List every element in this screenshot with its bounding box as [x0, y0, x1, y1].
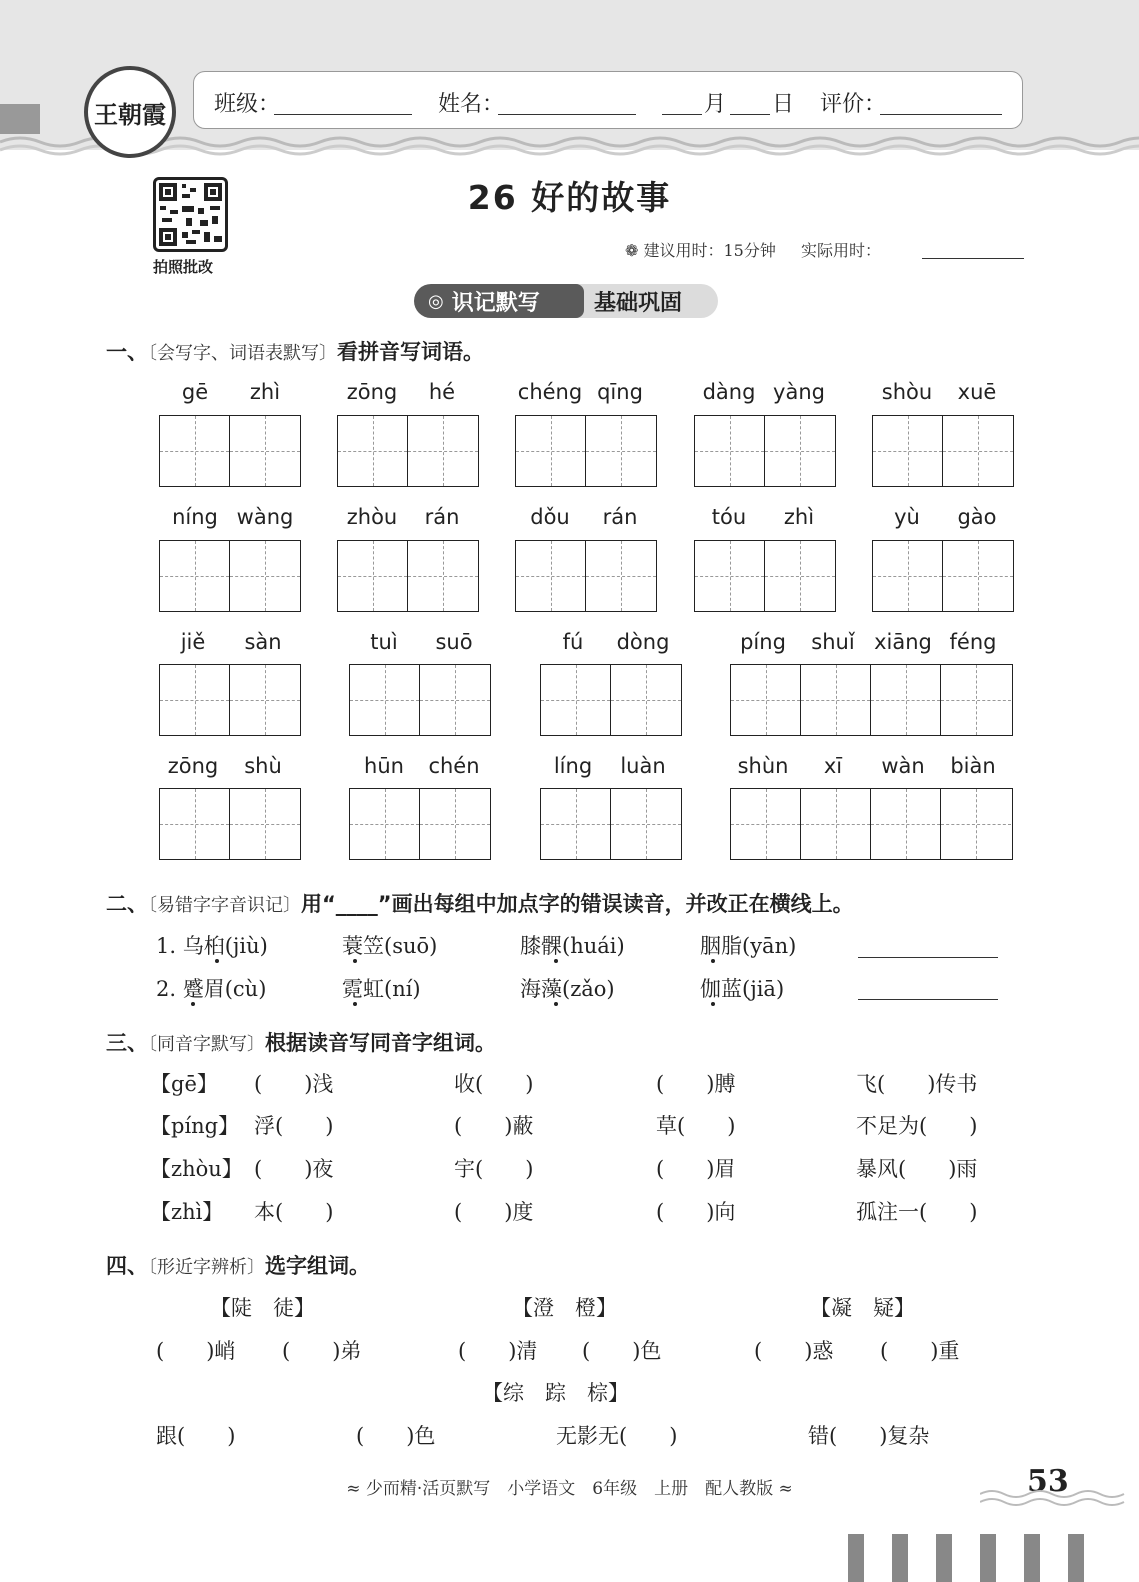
- char-group: 【凝 疑】: [810, 1296, 915, 1320]
- section2-title: [106, 888, 854, 918]
- writing-grid[interactable]: [159, 788, 301, 860]
- pinyin: xiāng: [874, 630, 932, 654]
- s3-blank[interactable]: ( )夜: [254, 1157, 334, 1181]
- writing-grid[interactable]: [694, 540, 836, 612]
- emphasis-dot: [353, 1002, 357, 1006]
- pinyin: tóu: [711, 505, 747, 529]
- banner-left: [414, 284, 584, 318]
- page-number: 53: [1027, 1464, 1069, 1499]
- day-field[interactable]: [730, 88, 770, 115]
- pinyin: hé: [428, 380, 456, 404]
- banner-right: [576, 284, 718, 318]
- s4-blank[interactable]: ( )清: [458, 1339, 538, 1363]
- section3-title: [106, 1027, 496, 1057]
- s4-blank[interactable]: ( )色: [356, 1424, 436, 1448]
- pinyin: shòu: [881, 380, 933, 404]
- writing-grid[interactable]: [872, 540, 1014, 612]
- s2-item: 海藻(zǎo): [520, 977, 615, 1001]
- s3-blank[interactable]: 飞( )传书: [856, 1072, 978, 1096]
- name-field[interactable]: [498, 88, 636, 115]
- s4-blank[interactable]: ( )惑: [754, 1339, 834, 1363]
- pinyin: féng: [949, 630, 997, 654]
- s3-key: 【zhòu】: [150, 1157, 243, 1181]
- name-label: 姓名：: [438, 92, 505, 117]
- s4-blank[interactable]: ( )峭: [156, 1339, 236, 1363]
- s3-blank[interactable]: 暴风( )雨: [856, 1157, 978, 1181]
- edge-stripe: [848, 1534, 864, 1582]
- s2-item: 伽蓝(jiā): [700, 977, 785, 1001]
- s3-blank[interactable]: ( )膊: [656, 1072, 736, 1096]
- section1-tag: 〔会写字、词语表默写〕: [148, 343, 337, 364]
- writing-grid[interactable]: [337, 540, 479, 612]
- writing-grid[interactable]: [515, 415, 657, 487]
- s2-item: 2. 蹙眉(cù): [156, 977, 267, 1001]
- writing-grid[interactable]: [159, 415, 301, 487]
- logo-text: 王朝霞: [94, 99, 166, 129]
- pinyin: jiě: [180, 630, 206, 654]
- s3-blank[interactable]: 不足为( ): [856, 1114, 978, 1138]
- answer-line[interactable]: [858, 977, 998, 1000]
- student-info-box: [193, 71, 1023, 129]
- eval-label: 评价：: [820, 92, 887, 117]
- actual-time-label: 实际用时：: [800, 241, 881, 260]
- writing-grid[interactable]: [730, 788, 1013, 860]
- pinyin: biàn: [950, 754, 996, 778]
- pinyin: dǒu: [530, 505, 570, 529]
- pinyin: yù: [894, 505, 920, 529]
- eval-field[interactable]: [880, 88, 1002, 115]
- pinyin: zhì: [249, 380, 281, 404]
- pinyin: fú: [562, 630, 584, 654]
- writing-grid[interactable]: [349, 664, 491, 736]
- emphasis-dot: [711, 959, 715, 963]
- wave-decoration: [0, 132, 1139, 162]
- pinyin: shù: [244, 754, 282, 778]
- pinyin: dàng: [702, 380, 756, 404]
- footer-wave: [980, 1488, 1130, 1512]
- page-title: 26 好的故事: [467, 178, 672, 217]
- section3-tag: 〔同音字默写〕: [148, 1034, 265, 1055]
- s3-blank[interactable]: 草( ): [656, 1114, 736, 1138]
- writing-grid[interactable]: [159, 664, 301, 736]
- pinyin: zhòu: [346, 505, 398, 529]
- section3-num: 三、: [106, 1031, 148, 1055]
- s3-blank[interactable]: ( )度: [454, 1200, 534, 1224]
- pinyin: zōng: [346, 380, 398, 404]
- pinyin: níng: [172, 505, 218, 529]
- pinyin: yàng: [773, 380, 825, 404]
- medal-icon: ◎: [428, 290, 444, 312]
- section2-tag: 〔易错字字音识记〕: [148, 895, 301, 916]
- pinyin: líng: [553, 754, 593, 778]
- month-field[interactable]: [662, 88, 702, 115]
- pinyin: xuē: [957, 380, 997, 404]
- s3-blank[interactable]: ( )浅: [254, 1072, 334, 1096]
- clock-icon: ❁: [625, 241, 639, 260]
- banner-left-label: 识记默写: [451, 290, 540, 316]
- pinyin: chéng: [517, 380, 583, 404]
- section1-title: [106, 336, 484, 366]
- qr-label: 拍照批改: [153, 258, 214, 276]
- s2-item: 1. 乌桕(jiù): [156, 934, 268, 958]
- s3-blank[interactable]: ( )蔽: [454, 1114, 534, 1138]
- pinyin: rán: [424, 505, 460, 529]
- s3-blank[interactable]: 浮( ): [254, 1114, 334, 1138]
- pinyin: tuì: [370, 630, 398, 654]
- s4-blank[interactable]: 无影无( ): [556, 1424, 678, 1448]
- s3-blank[interactable]: ( )向: [656, 1200, 736, 1224]
- writing-grid[interactable]: [540, 664, 682, 736]
- pinyin: luàn: [620, 754, 666, 778]
- edge-stripe: [936, 1534, 952, 1582]
- writing-grid[interactable]: [872, 415, 1014, 487]
- answer-line[interactable]: [858, 935, 998, 958]
- char-group: 【综 踪 棕】: [482, 1381, 629, 1405]
- emphasis-dot: [353, 959, 357, 963]
- s4-blank[interactable]: ( )色: [582, 1339, 662, 1363]
- s4-blank[interactable]: 跟( ): [156, 1424, 236, 1448]
- emphasis-dot: [215, 959, 219, 963]
- s4-blank[interactable]: ( )弟: [282, 1339, 362, 1363]
- s2-item: 胭脂(yān): [700, 934, 797, 958]
- pinyin: qīng: [597, 380, 643, 404]
- pinyin: hūn: [364, 754, 404, 778]
- pinyin: sàn: [244, 630, 282, 654]
- pinyin: xī: [823, 754, 843, 778]
- month-label: 月: [704, 92, 727, 117]
- side-tab: [0, 104, 40, 134]
- char-group: 【陡 徒】: [210, 1296, 315, 1320]
- s2-item: 膝髁(huái): [520, 934, 625, 958]
- edge-stripe: [1024, 1534, 1040, 1582]
- s3-blank[interactable]: 收( ): [454, 1072, 534, 1096]
- s3-blank[interactable]: 孤注一( ): [856, 1200, 978, 1224]
- pinyin: dòng: [616, 630, 670, 654]
- class-field[interactable]: [274, 88, 412, 115]
- s3-blank[interactable]: 宇( ): [454, 1157, 534, 1181]
- writing-grid[interactable]: [349, 788, 491, 860]
- banner-right-label: 基础巩固: [594, 290, 683, 316]
- section4-num: 四、: [106, 1254, 148, 1278]
- s4-blank[interactable]: 错( )复杂: [808, 1424, 930, 1448]
- section3-instruction: 根据读音写同音字组词。: [265, 1031, 496, 1055]
- pinyin: shuǐ: [811, 630, 855, 654]
- s3-key: 【píng】: [150, 1114, 240, 1138]
- section2-num: 二、: [106, 892, 148, 916]
- pinyin: shùn: [737, 754, 789, 778]
- footer-text: ≈ 少而精·活页默写 小学语文 6年级 上册 配人教版 ≈: [346, 1479, 793, 1499]
- writing-grid[interactable]: [730, 664, 1013, 736]
- section4-instruction: 选字组词。: [265, 1254, 370, 1278]
- day-label: 日: [772, 92, 795, 117]
- emphasis-dot: [711, 1002, 715, 1006]
- class-label: 班级：: [214, 92, 281, 117]
- edge-stripe: [892, 1534, 908, 1582]
- pinyin: suō: [435, 630, 473, 654]
- actual-time-field[interactable]: [922, 258, 1024, 259]
- s3-key: 【gē】: [150, 1072, 218, 1096]
- pinyin: gào: [957, 505, 997, 529]
- publisher-logo: [84, 66, 176, 158]
- writing-grid[interactable]: [337, 415, 479, 487]
- edge-stripe: [980, 1534, 996, 1582]
- section2-instruction: 用“____”画出每组中加点字的错误读音，并改正在横线上。: [301, 892, 854, 916]
- s3-blank[interactable]: 本( ): [254, 1200, 334, 1224]
- s2-item: 霓虹(ní): [342, 977, 421, 1001]
- char-group: 【澄 橙】: [512, 1296, 617, 1320]
- emphasis-dot: [554, 1002, 558, 1006]
- pinyin: zōng: [167, 754, 219, 778]
- emphasis-dot: [191, 1002, 195, 1006]
- pinyin: gē: [181, 380, 209, 404]
- time-info: [625, 238, 881, 261]
- suggested-time: 建议用时：15分钟: [643, 241, 776, 260]
- s3-blank[interactable]: ( )眉: [656, 1157, 736, 1181]
- edge-stripe: [1068, 1534, 1084, 1582]
- pinyin: rán: [602, 505, 638, 529]
- writing-grid[interactable]: [515, 540, 657, 612]
- pinyin: píng: [740, 630, 786, 654]
- s2-item: 蓑笠(suō): [342, 934, 438, 958]
- writing-grid[interactable]: [694, 415, 836, 487]
- s4-blank[interactable]: ( )重: [880, 1339, 960, 1363]
- pinyin: wàng: [236, 505, 294, 529]
- pinyin: chén: [428, 754, 480, 778]
- emphasis-dot: [554, 959, 558, 963]
- pinyin: wàn: [881, 754, 925, 778]
- section4-title: [106, 1250, 370, 1280]
- section4-tag: 〔形近字辨析〕: [148, 1257, 265, 1278]
- section1-instruction: 看拼音写词语。: [337, 340, 484, 364]
- pinyin: zhì: [783, 505, 815, 529]
- section1-num: 一、: [106, 340, 148, 364]
- s3-key: 【zhì】: [150, 1200, 224, 1224]
- writing-grid[interactable]: [540, 788, 682, 860]
- writing-grid[interactable]: [159, 540, 301, 612]
